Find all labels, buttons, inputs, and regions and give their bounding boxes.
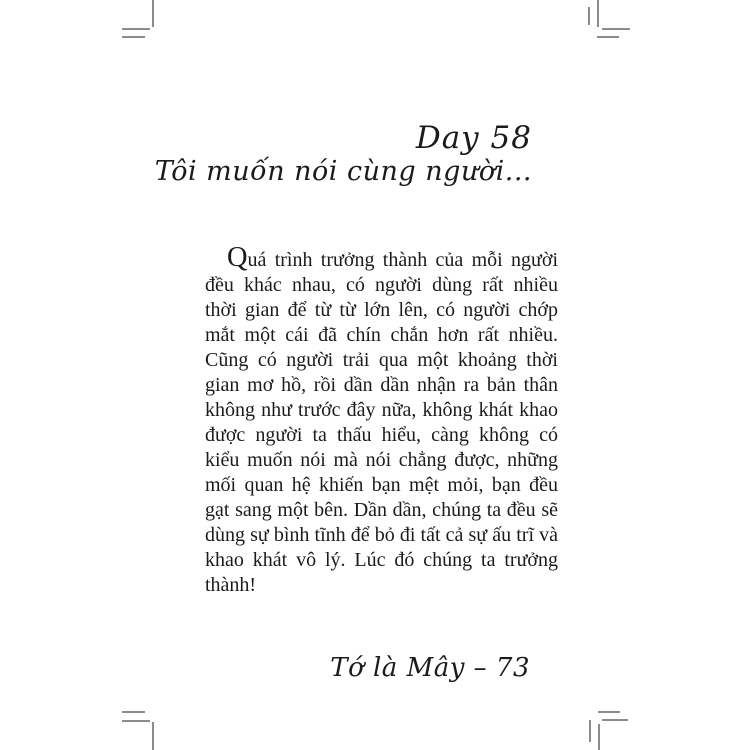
body-paragraph: Quá trình trưởng thành của mỗi người đều khác nhau, có người dùng rất nhiều thời gian để từ từ lớn lên, có người chớp mắt một cái đã chín chắn hơn rất nhiều. Cũng có người trải qua một khoảng thời gian mơ hồ, rồi dần dần nhận ra bản thân không như trước đây nữa, không khát khao được người ta thấu hiểu, càng không có kiểu muốn nói mà nói chẳng được, những mối quan hệ khiến bạn mệt mỏi, bạn đều gạt sang một bên. Dần dần, chúng ta đều sẽ dùng sự bình tĩnh để bỏ đi tất cả sự ấu trĩ và khao khát vô lý. Lúc đó chúng ta trưởng thành!	[205, 242, 558, 596]
page-header	[155, 122, 532, 186]
corner-mark-bottom-left-icon	[122, 711, 145, 713]
corner-mark-bottom-left-icon	[122, 720, 150, 722]
corner-mark-top-left-icon	[122, 36, 145, 38]
corner-mark-bottom-right-icon	[602, 719, 628, 721]
day-label: Day 58	[415, 120, 532, 156]
corner-mark-bottom-right-icon	[598, 711, 620, 713]
corner-mark-bottom-right-icon	[598, 724, 600, 750]
corner-mark-top-left-icon	[152, 0, 154, 27]
page-title: Tôi muốn nói cùng người...	[154, 155, 532, 187]
footer-signature: Tớ là Mây – 73	[330, 653, 530, 683]
corner-mark-top-left-icon	[122, 28, 150, 30]
corner-mark-bottom-left-icon	[152, 722, 154, 750]
corner-mark-bottom-right-icon	[589, 720, 591, 742]
corner-mark-top-right-icon	[602, 28, 630, 30]
corner-mark-top-right-icon	[597, 0, 599, 27]
corner-mark-top-right-icon	[597, 36, 619, 38]
corner-mark-top-right-icon	[588, 7, 590, 25]
